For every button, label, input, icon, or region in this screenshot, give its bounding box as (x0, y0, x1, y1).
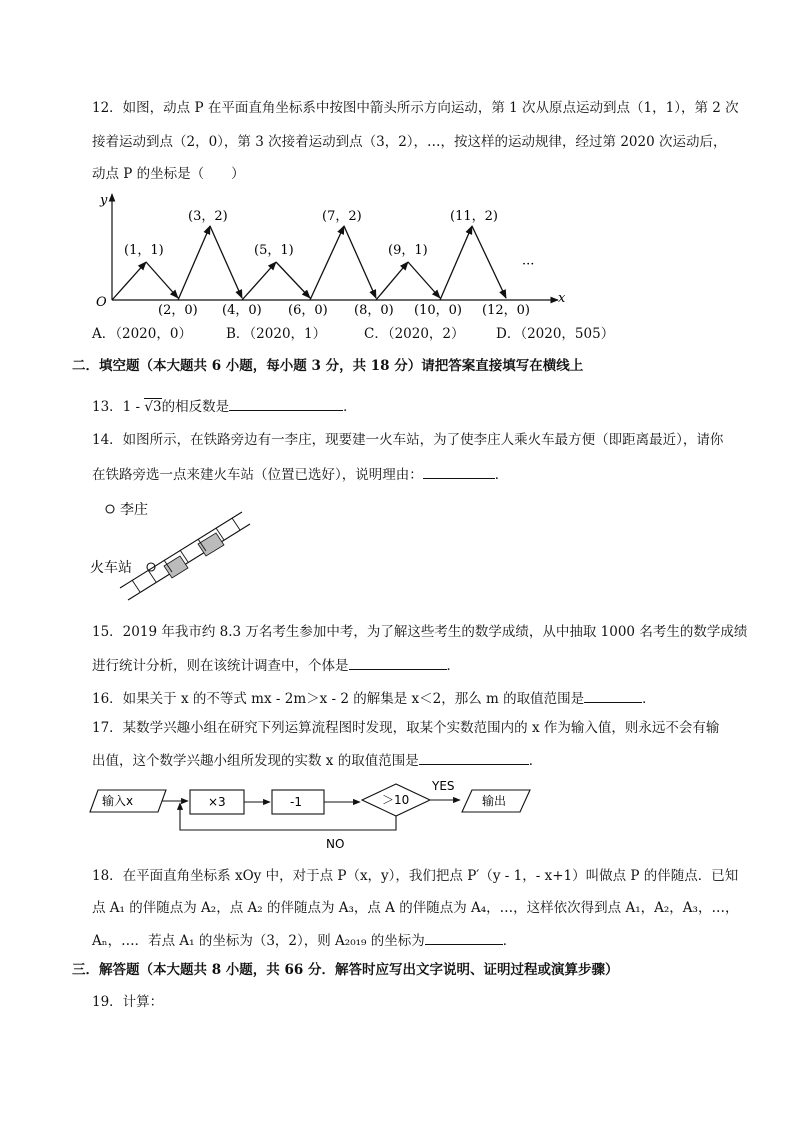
peak-label-5: (9，1) (388, 243, 428, 258)
q12-zigzag-graph (88, 188, 578, 318)
origin-label: O (96, 295, 107, 310)
base-label-3: (6，0) (288, 303, 328, 318)
flow-input-label: 输入x (102, 794, 134, 808)
q12-option-c: C．（2020，2） (364, 326, 465, 342)
q14-line1: 14．如图所示，在铁路旁边有一李庄，现要建一火车站，为了使李庄人乘火车最方便（即距离最近），请你 (92, 432, 724, 448)
q16-end: ． (642, 691, 656, 707)
q12-line1: 12．如图，动点 P 在平面直角坐标系中按图中箭头所示方向运动，第 1 次从原点运动到点（1，1），第 2 次 (92, 100, 739, 116)
flow-minus1-label: -1 (290, 795, 302, 809)
q18-line3: Aₙ，…．若点 A₁ 的坐标为（3，2），则 A₂₀₁₉ 的坐标为 (92, 933, 425, 949)
base-label-2: (4，0) (222, 303, 262, 318)
peak-label-6: (11，2) (450, 209, 498, 224)
flow-times3-label: ×3 (208, 795, 226, 809)
village-point (106, 505, 114, 513)
section2-heading: 二．填空题（本大题共 6 小题，每小题 3 分，共 18 分）请把答案直接填写在横线上 (72, 358, 584, 374)
station-label: 火车站 (90, 560, 132, 576)
q19: 19．计算： (92, 994, 164, 1010)
q14-line2: 在铁路旁选一点来建火车站（位置已选好），说明理由： (92, 467, 423, 483)
q12-line3: 动点 P 的坐标是（ ） (92, 166, 245, 182)
q15-line1: 15．2019 年我市约 8.3 万名考生参加中考，为了解这些考生的数学成绩，从中抽取 1000 名考生的数学成绩 (92, 624, 748, 640)
q14-line2-wrap (92, 464, 508, 485)
q12-option-a: A．（2020，0） (92, 326, 192, 342)
flow-output-label: 输出 (482, 794, 507, 808)
q14-end: ． (494, 467, 509, 483)
peak-label-2: (3，2) (188, 209, 228, 224)
q12-option-b: B．（2020，1） (226, 326, 327, 342)
q15-end: ． (446, 658, 460, 674)
q14-railway-figure (88, 494, 268, 609)
peak-label-1: (1，1) (124, 243, 164, 258)
y-axis-label: y (100, 193, 108, 208)
base-label-5: (10，0) (414, 303, 462, 318)
q14-answer-blank[interactable] (423, 464, 495, 479)
q13 (92, 396, 357, 417)
graph-ellipsis: ··· (522, 257, 535, 272)
q16-text: 16．如果关于 x 的不等式 mx ‐ 2m＞x ‐ 2 的解集是 x＜2，那么 m 的取值范围是 (92, 691, 585, 707)
village-label: 李庄 (120, 502, 148, 518)
q17-line2-wrap (92, 750, 542, 771)
q13-end: ． (343, 399, 357, 415)
base-label-4: (8，0) (354, 303, 394, 318)
q13-suffix: 的相反数是 (161, 399, 230, 415)
peak-label-4: (7，2) (322, 209, 362, 224)
q15-line2-wrap (92, 655, 460, 676)
q15-line2: 进行统计分析，则在该统计调查中，个体是 (92, 658, 349, 674)
q18-answer-blank[interactable] (425, 930, 503, 945)
railway-track (120, 512, 250, 600)
flow-no-label: NO (326, 837, 345, 851)
base-label-6: (12，0) (482, 303, 530, 318)
q16-wrap (92, 688, 656, 709)
peak-label-3: (5，1) (254, 243, 294, 258)
q17-flowchart (88, 772, 548, 854)
q13-prefix: 13．1 ‐ (92, 399, 145, 415)
q17-line2: 出值，这个数学兴趣小组所发现的实数 x 的取值范围是 (92, 753, 419, 769)
flow-condition-label: ＞10 (382, 793, 410, 807)
q18-line2: 点 A₁ 的伴随点为 A₂，点 A₂ 的伴随点为 A₃，点 A 的伴随点为 A₄，…，这样依次得到点 A₁，A₂，A₃，…， (92, 900, 739, 916)
flow-yes-label: YES (432, 779, 455, 793)
q17-answer-blank[interactable] (419, 750, 529, 765)
q15-answer-blank[interactable] (349, 655, 447, 670)
q18-end: ． (502, 933, 517, 949)
q17-line1: 17．某数学兴趣小组在研究下列运算流程图时发现，取某个实数范围内的 x 作为输入值，则永远不会有输 (92, 720, 720, 736)
base-label-1: (2，0) (158, 303, 198, 318)
q18-line3-wrap (92, 930, 516, 951)
q12-line2: 接着运动到点（2，0），第 3 次接着运动到点（3，2），…，按这样的运动规律，经过第 2020 次运动后， (92, 134, 727, 150)
q17-end: ． (528, 753, 543, 769)
section3-heading: 三．解答题（本大题共 8 小题，共 66 分．解答时应写出文字说明、证明过程或演算步骤） (72, 962, 619, 978)
q13-sqrt: √3 (144, 399, 162, 415)
q16-answer-blank[interactable] (584, 688, 642, 703)
x-axis-label: x (558, 291, 566, 306)
q13-answer-blank[interactable] (229, 396, 343, 411)
q12-option-d: D．（2020，505） (496, 326, 615, 342)
q18-line1: 18．在平面直角坐标系 xOy 中，对于点 P（x，y），我们把点 P′（y ‐ 1，‐ x+1）叫做点 P 的伴随点．已知 (92, 868, 739, 884)
